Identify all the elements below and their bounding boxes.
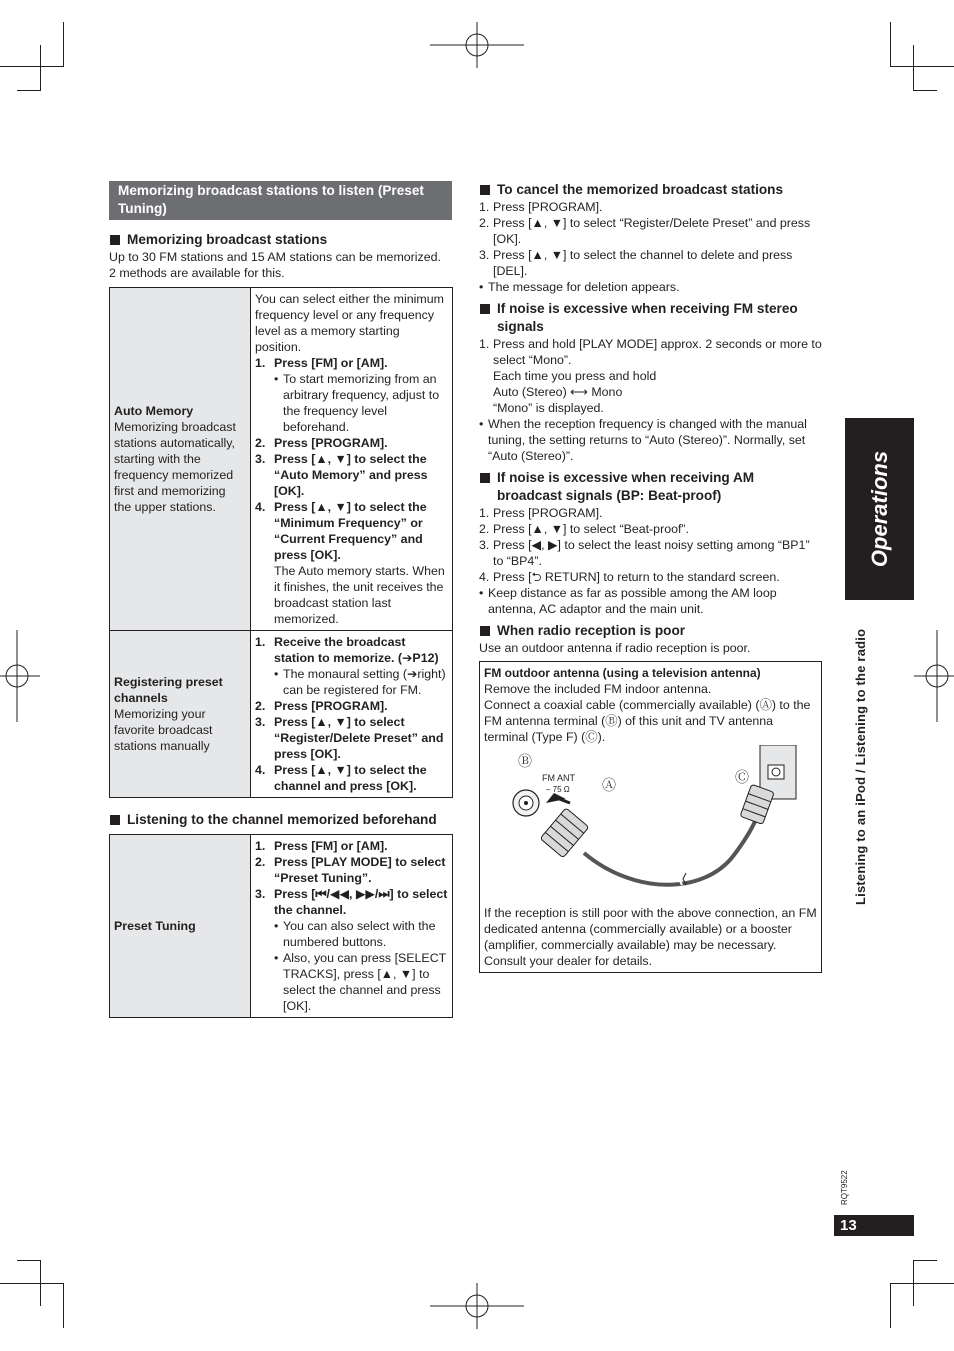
antenna-illustration	[484, 745, 817, 905]
section-title: Memorizing broadcast stations to listen (Preset Tuning)	[109, 181, 452, 220]
list-item: 2. Press [▲, ▼] to select “Beat-proof”.	[479, 522, 689, 536]
note: • To start memorizing from an arbitrary frequency, adjust to the frequency level beforehand.	[274, 371, 448, 435]
poor-heading: When radio reception is poor	[479, 622, 822, 640]
note: The Auto memory starts. When it finishes, the unit receives the broadcast station last memorized.	[274, 564, 445, 626]
preset-tuning-table	[109, 834, 453, 1018]
step: 4. Press [▲, ▼] to select the “Minimum Frequency” or “Current Frequency” and press [OK].	[255, 500, 427, 562]
left-column	[109, 181, 453, 1018]
fm-outdoor-antenna-box	[479, 661, 822, 973]
step: 1. Press [FM] or [AM].	[255, 839, 388, 853]
step: 2. Press [PLAY MODE] to select “Preset Tuning”.	[255, 855, 446, 885]
box-line-1: Remove the included FM indoor antenna.	[484, 682, 712, 696]
memorizing-table	[109, 287, 453, 798]
cancel-heading: To cancel the memorized broadcast stations	[479, 181, 822, 199]
callout-c-label: Ⓒ	[735, 769, 749, 785]
section-tab	[845, 418, 914, 600]
registering-steps	[251, 631, 453, 798]
note: • You can also select with the numbered buttons.	[274, 918, 448, 950]
right-column	[479, 181, 822, 973]
callout-a-label: Ⓐ	[602, 777, 616, 793]
doc-code: RQT9522	[840, 1170, 849, 1205]
fm-noise-heading: If noise is excessive when receiving FM stereo signals	[479, 300, 822, 336]
list-item: 3. Press [◀, ▶] to select the least noisy setting among “BP1” to “BP4”.	[479, 538, 810, 568]
note: • When the reception frequency is changed with the manual tuning, the setting returns to “Auto (Stereo)”. Normally, set “Auto (Stereo)”.	[479, 416, 822, 464]
listening-heading: Listening to the channel memorized beforehand	[109, 811, 453, 829]
am-noise-heading: If noise is excessive when receiving AM broadcast signals (BP: Beat-proof)	[479, 469, 822, 505]
list-item: 1. Press [PROGRAM].	[479, 200, 603, 214]
registering-row	[110, 631, 453, 798]
box-line-2: Connect a coaxial cable (commercially available) (Ⓐ) to the FM antenna terminal (Ⓑ) of this unit and TV antenna terminal (Type F) (Ⓒ).	[484, 698, 811, 744]
list-item: 3. Press [▲, ▼] to select the channel to delete and press [DEL].	[479, 248, 793, 278]
note: • Also, you can press [SELECT TRACKS], press [▲, ▼] to select the channel and press [OK].	[274, 950, 448, 1014]
preset-tuning-label: Preset Tuning	[110, 835, 251, 1018]
preset-tuning-row	[110, 835, 453, 1018]
section-tab-label: Operations	[866, 450, 892, 568]
memorizing-intro-1: Up to 30 FM stations and 15 AM stations can be memorized.	[109, 250, 441, 264]
auto-memory-row	[110, 288, 453, 631]
list-item: 1. Press and hold [PLAY MODE] approx. 2 seconds or more to select “Mono”.	[479, 337, 822, 367]
chapter-label: Listening to an iPod / Listening to the radio	[853, 628, 868, 905]
step: 2. Press [PROGRAM].	[255, 436, 388, 450]
note: • The monaural setting (➔right) can be registered for FM.	[274, 666, 448, 698]
registration-mark-top	[430, 22, 524, 68]
square-bullet-icon	[110, 235, 120, 245]
fm-ant-label: FM ANT	[542, 773, 575, 783]
step: 2. Press [PROGRAM].	[255, 699, 388, 713]
step: 1. Receive the broadcast station to memorize. (➔P12)	[255, 635, 439, 665]
ohm-label: – 75 Ω	[546, 785, 570, 794]
step: 3. Press [▲, ▼] to select “Register/Delete Preset” and press [OK].	[255, 715, 444, 761]
list-item: 1. Press [PROGRAM].	[479, 506, 603, 520]
registration-mark-right	[914, 630, 954, 722]
note: • The message for deletion appears.	[479, 279, 822, 295]
box-after: If the reception is still poor with the above connection, an FM dedicated antenna (commercially available) or a booster (amplifier, commercially available) may be necessary. Consult your dealer for details.	[484, 906, 817, 968]
square-bullet-icon	[480, 473, 490, 483]
memorizing-heading: Memorizing broadcast stations	[109, 231, 453, 249]
registration-mark-left	[0, 630, 40, 722]
step: 3. Press [⏮/◀◀, ▶▶/⏭] to select the channel.	[255, 887, 448, 917]
square-bullet-icon	[480, 304, 490, 314]
square-bullet-icon	[480, 185, 490, 195]
list-item: 4. Press [⮌ RETURN] to return to the standard screen.	[479, 570, 780, 584]
square-bullet-icon	[110, 815, 120, 825]
poor-intro: Use an outdoor antenna if radio reception is poor.	[479, 641, 751, 655]
list-item: 2. Press [▲, ▼] to select “Register/Delete Preset” and press [OK].	[479, 216, 811, 246]
note: • Keep distance as far as possible among the AM loop antenna, AC adaptor and the main unit.	[479, 585, 822, 617]
registering-label: Registering preset channels Memorizing your favorite broadcast stations manually	[110, 631, 251, 798]
step: 1. Press [FM] or [AM].	[255, 356, 388, 370]
step: 3. Press [▲, ▼] to select the “Auto Memory” and press [OK].	[255, 452, 428, 498]
fm-step-detail: Each time you press and hold Auto (Stereo) ⟷ Mono “Mono” is displayed.	[493, 369, 657, 415]
step: 4. Press [▲, ▼] to select the channel and press [OK].	[255, 763, 427, 793]
auto-memory-steps: You can select either the minimum frequency level or any frequency level as a memory starting position. 1. Press [FM] or [AM]. • To start memorizing from an arbitrary frequency, adjust to the frequency level beforehand. 2. Press [PROGRAM]. 3. Press [▲, ▼] to select the “Auto Memory” and press [OK]. 4. Press [▲, ▼] to select the “Minimum Frequency” or “Current Frequency” and press [OK]. The Auto memory starts. When it finishes, the unit receives the broadcast station last memorized.	[251, 288, 453, 631]
page-number: 13	[834, 1215, 914, 1236]
auto-memory-label: Auto Memory Memorizing broadcast stations automatically, starting with the frequency memorized first and memorizing the upper stations.	[110, 288, 251, 631]
memorizing-intro-2: 2 methods are available for this.	[109, 266, 285, 280]
antenna-diagram	[484, 745, 817, 905]
preset-tuning-steps	[251, 835, 453, 1018]
registration-mark-bottom	[430, 1283, 524, 1329]
callout-b-label: Ⓑ	[518, 753, 532, 769]
square-bullet-icon	[480, 626, 490, 636]
box-title: FM outdoor antenna (using a television antenna)	[484, 666, 761, 680]
